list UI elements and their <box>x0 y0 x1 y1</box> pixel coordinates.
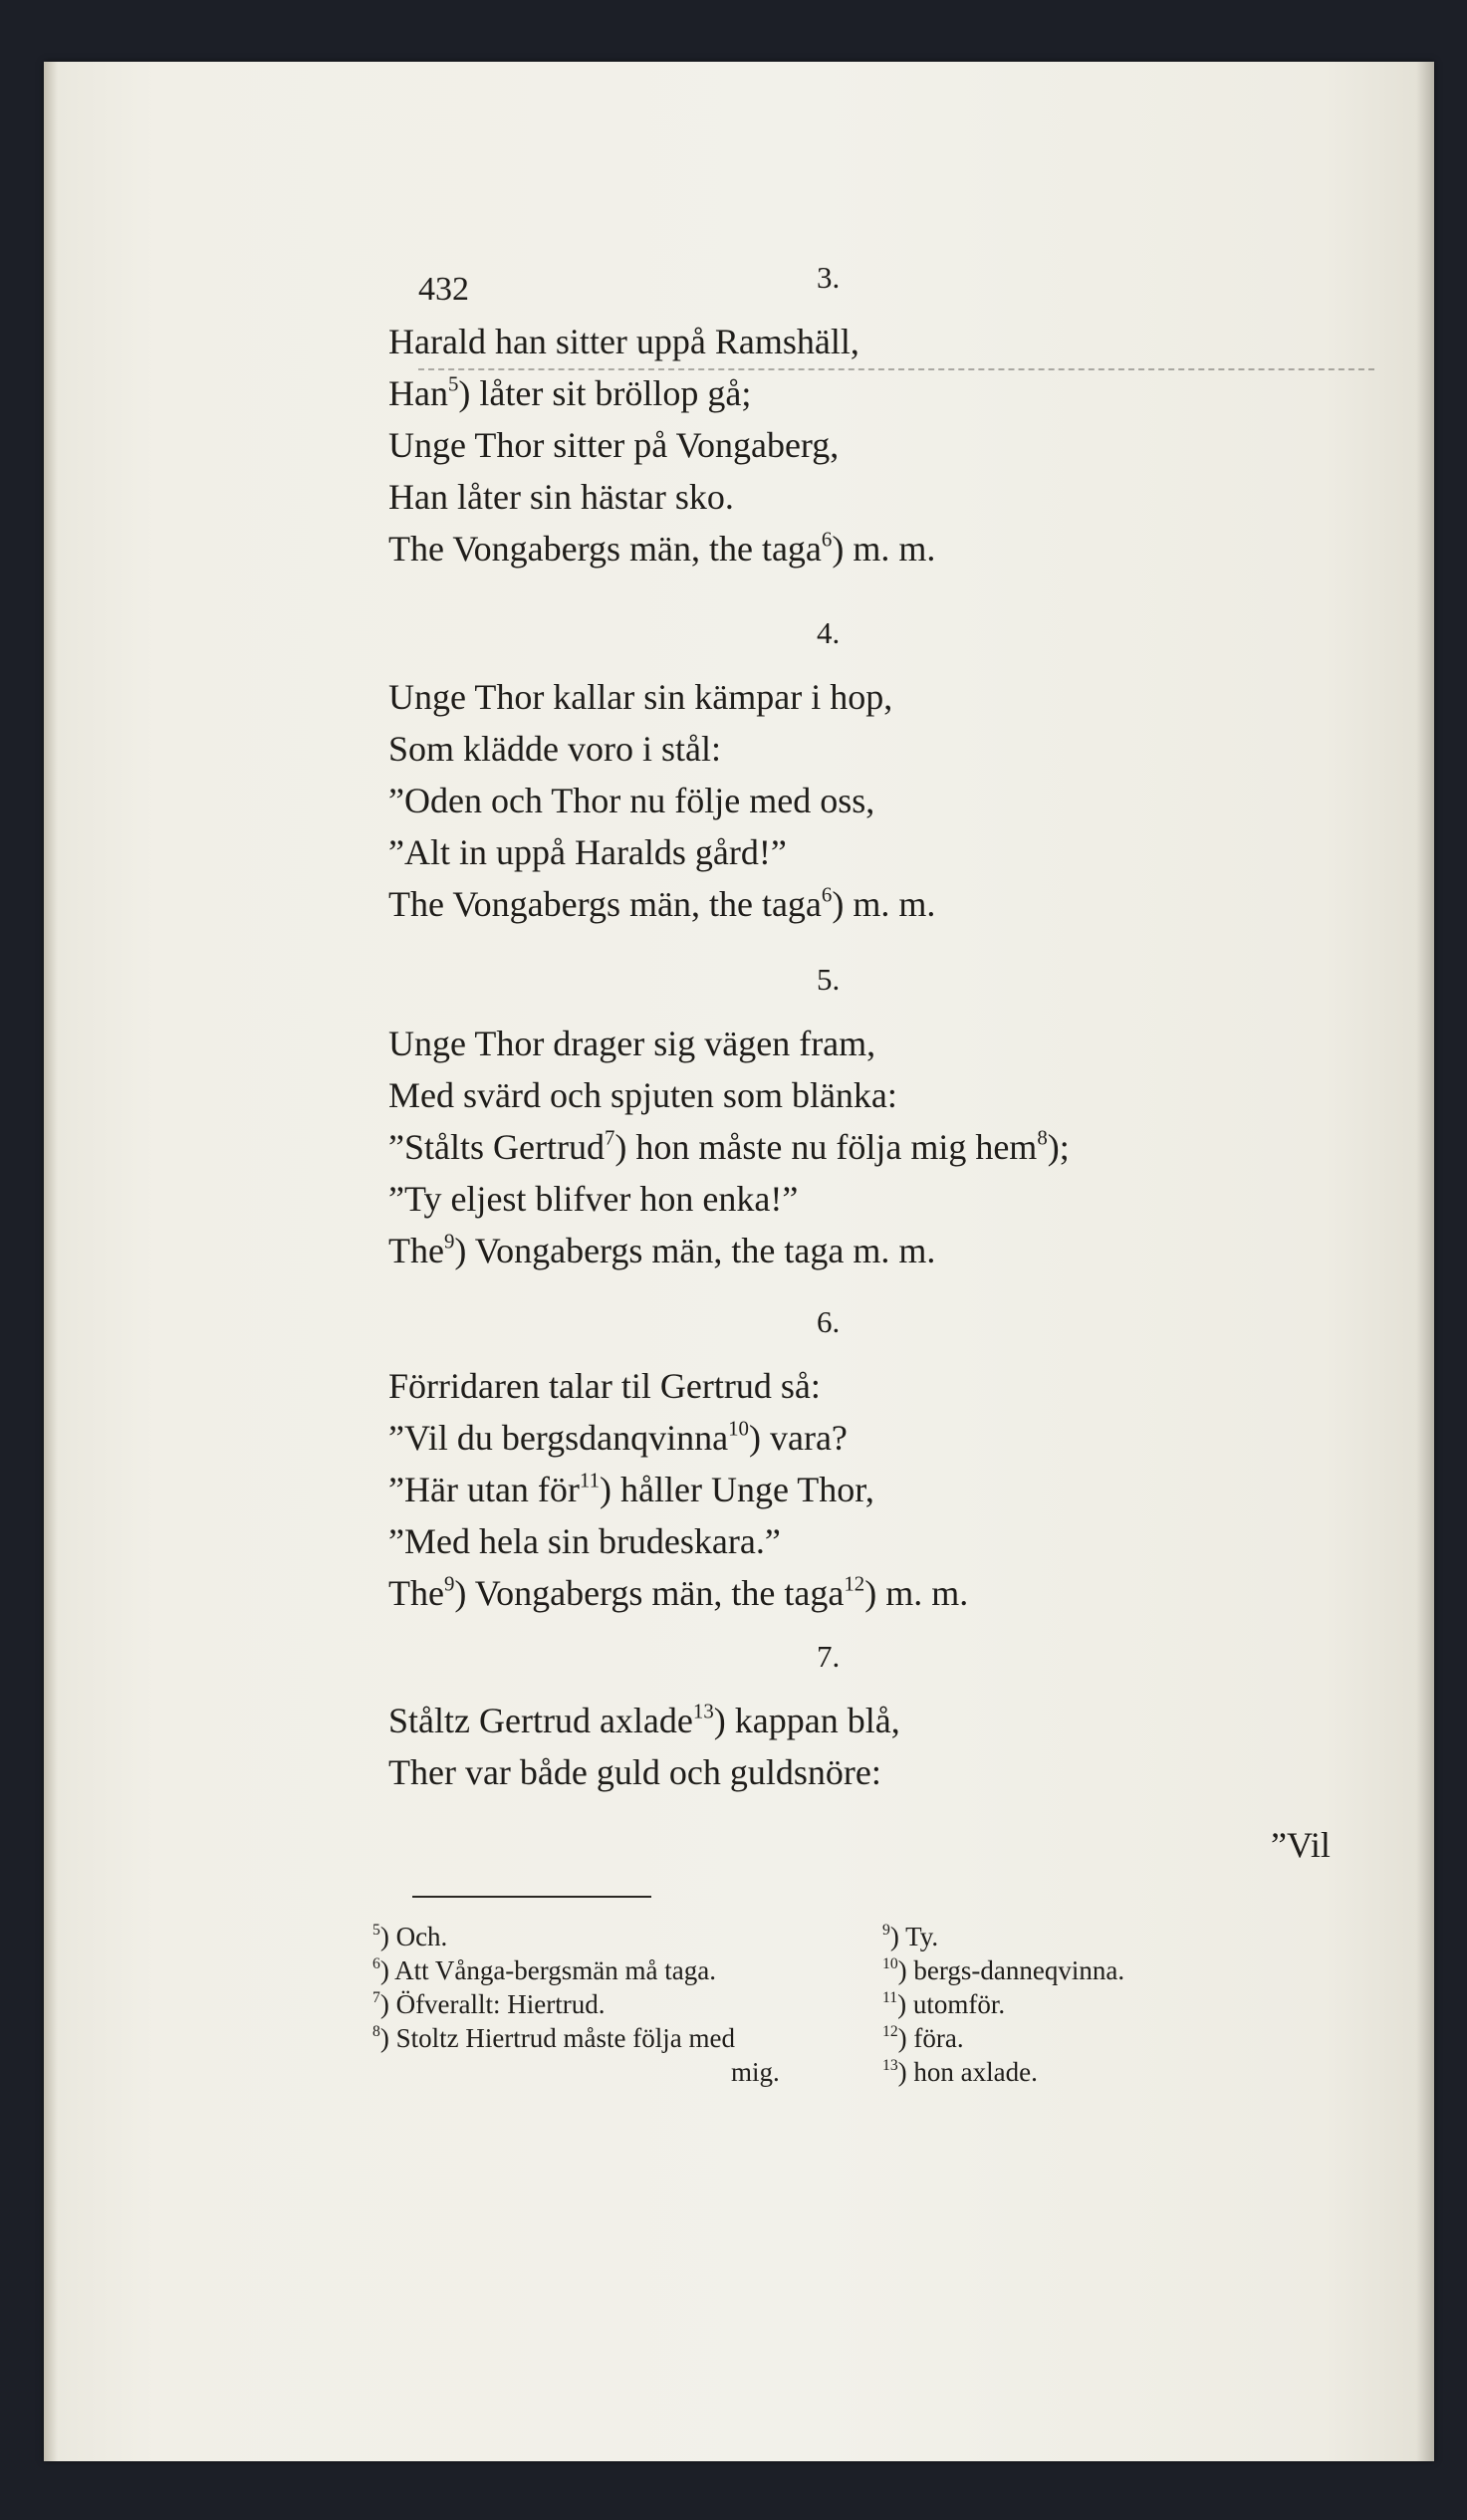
stanza-number: 4. <box>817 615 841 650</box>
footnote-number: 5 <box>372 1922 380 1940</box>
footnote-number: 9 <box>882 1922 890 1940</box>
verse-text: The Vongabergs män, the taga <box>388 884 822 924</box>
footnote <box>882 2055 1124 2089</box>
catchword: ”Vil <box>1271 1825 1331 1865</box>
footnote-text: ) Öfverallt: Hiertrud. <box>379 1989 606 2019</box>
verse-text: ”Här utan för <box>388 1470 580 1509</box>
footnote-text: ) Ty. <box>889 1922 939 1951</box>
stanza-number: 7. <box>817 1639 841 1674</box>
verse-text: The Vongabergs män, the taga <box>388 529 822 569</box>
verse-line <box>388 367 935 419</box>
verse-line: ”Med hela sin brudeskara.” <box>388 1521 781 1561</box>
footnote-mark: 13 <box>692 1699 714 1723</box>
verse-line: ”Alt in uppå Haralds gård!” <box>388 832 787 872</box>
verse-text: ) Vongabergs män, the taga m. m. <box>454 1231 936 1270</box>
footnote-mark: 9 <box>443 1229 455 1254</box>
footnote-mark: 6 <box>821 527 833 552</box>
footnote-number: 6 <box>372 1955 380 1973</box>
footnote <box>882 2021 1124 2055</box>
verse-line <box>388 1464 968 1515</box>
footnote <box>882 1920 1124 1953</box>
footnote-mark: 11 <box>579 1468 601 1492</box>
footnote <box>372 1987 780 2021</box>
verse-text: ) kappan blå, <box>713 1701 900 1740</box>
verse-line: Han låter sin hästar sko. <box>388 477 734 517</box>
footnote-number: 13 <box>882 2057 898 2075</box>
verse-text: ); <box>1047 1127 1070 1167</box>
footnote-text: ) utomför. <box>897 1989 1006 2019</box>
footnotes-right <box>882 1920 1124 2089</box>
verse-line <box>388 1121 1070 1173</box>
book-page <box>44 62 1434 2461</box>
verse-line <box>388 878 935 930</box>
footnote-text: ) hon axlade. <box>897 2057 1038 2087</box>
verse-line: ”Ty eljest blifver hon enka!” <box>388 1179 799 1219</box>
verse-line: Med svärd och spjuten som blänka: <box>388 1075 897 1115</box>
verse-line <box>388 1567 968 1619</box>
footnote-number: 7 <box>372 1989 380 2007</box>
verse-line: Unge Thor kallar sin kämpar i hop, <box>388 677 893 717</box>
footnote <box>882 1953 1124 1987</box>
verse-line: Ther var både guld och guldsnöre: <box>388 1752 881 1792</box>
verse-text: ) låter sit bröllop gå; <box>458 373 752 413</box>
verse-text: ) m. m. <box>832 884 936 924</box>
verse-line: Unge Thor drager sig vägen fram, <box>388 1024 876 1063</box>
verse-text: ) hon måste nu följa mig hem <box>614 1127 1038 1167</box>
footnote-number: 12 <box>882 2023 898 2041</box>
verse-text: ”Stålts Gertrud <box>388 1127 605 1167</box>
footnote-mark: 10 <box>728 1416 749 1441</box>
verse-text: The <box>388 1231 444 1270</box>
verse-text: ) vara? <box>748 1418 848 1458</box>
footnote-text: ) föra. <box>897 2023 964 2053</box>
stanza-number: 5. <box>817 962 841 997</box>
verse-line <box>388 1412 968 1464</box>
verse-line: Som klädde voro i stål: <box>388 729 721 769</box>
verse-line <box>388 523 935 574</box>
verse-line: ”Oden och Thor nu följe med oss, <box>388 781 875 820</box>
verse-text: The <box>388 1573 444 1613</box>
footnote-rule <box>412 1896 651 1898</box>
footnote-mark: 7 <box>604 1125 615 1150</box>
footnote-number: 8 <box>372 2023 380 2041</box>
footnote-mark: 9 <box>443 1571 455 1596</box>
stanza-number: 6. <box>817 1304 841 1339</box>
stanza <box>388 1360 968 1619</box>
stanza <box>388 1018 1070 1276</box>
verse-line: Harald han sitter uppå Ramshäll, <box>388 322 859 361</box>
footnote <box>372 1920 780 1953</box>
footnote-mark: 12 <box>844 1571 865 1596</box>
verse-text: ) Vongabergs män, the taga <box>454 1573 845 1613</box>
footnote-text: ) Stoltz Hiertrud måste följa med <box>379 2023 735 2053</box>
verse-text: ”Vil du bergsdanqvinna <box>388 1418 729 1458</box>
stanza <box>388 316 935 574</box>
footnote-text: ) Och. <box>379 1922 448 1951</box>
footnote-text: ) bergs-danneqvinna. <box>897 1955 1125 1985</box>
verse-text: ) håller Unge Thor, <box>600 1470 874 1509</box>
verse-line <box>388 1695 900 1746</box>
footnote: mig. <box>731 2057 780 2087</box>
footnote-number: 11 <box>882 1989 898 2007</box>
verse-line <box>388 1225 1070 1276</box>
page-number: 432 <box>418 271 469 308</box>
footnote-mark: 5 <box>447 371 459 396</box>
stanza <box>388 671 935 930</box>
verse-text: Han <box>388 373 448 413</box>
stanza-number: 3. <box>817 260 841 295</box>
footnote-mark: 6 <box>821 882 833 907</box>
verse-text: ) m. m. <box>864 1573 969 1613</box>
footnote-number: 10 <box>882 1955 898 1973</box>
footnote <box>372 2021 780 2055</box>
verse-text: Ståltz Gertrud axlade <box>388 1701 693 1740</box>
stanza <box>388 1695 900 1798</box>
verse-line: Unge Thor sitter på Vongaberg, <box>388 425 840 465</box>
footnote <box>882 1987 1124 2021</box>
footnotes-left <box>372 1920 780 2089</box>
verse-text: ) m. m. <box>832 529 936 569</box>
footnote <box>372 1953 780 1987</box>
verse-line: Förridaren talar til Gertrud så: <box>388 1366 821 1406</box>
footnote-text: ) Att Vånga-bergsmän må taga. <box>379 1955 716 1985</box>
footnote-mark: 8 <box>1037 1125 1048 1150</box>
